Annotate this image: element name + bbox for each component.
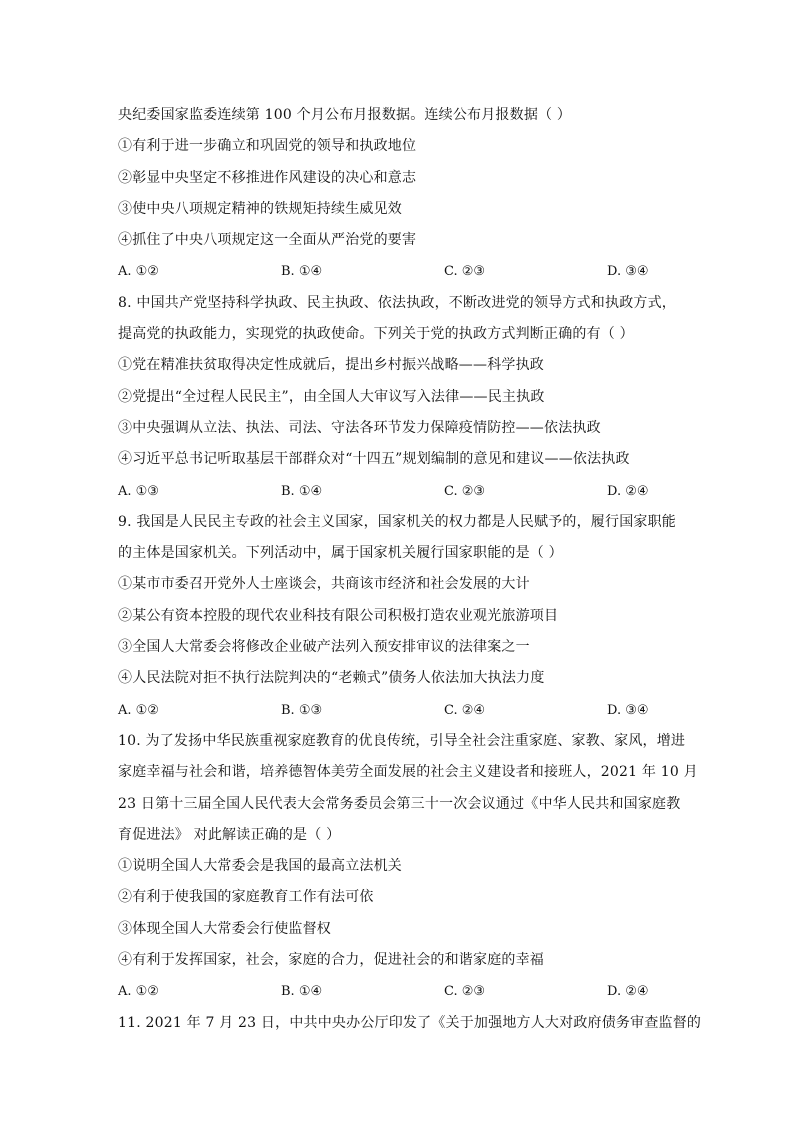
question-7 <box>118 100 678 288</box>
statement-item: ①说明全国人大常委会是我国的最高立法机关 <box>118 858 402 875</box>
question-stem-line: 10. 为了发扬中华民族重视家庭教育的优良传统，引导全社会注重家庭、家教、家风，增进 <box>118 732 686 749</box>
option-a[interactable]: A. ①② <box>118 984 159 1000</box>
option-b[interactable]: B. ①④ <box>281 264 323 280</box>
option-a[interactable]: A. ①② <box>118 702 159 718</box>
option-b[interactable]: B. ①④ <box>281 483 323 499</box>
question-11 <box>118 1008 702 1039</box>
option-d[interactable]: D. ③④ <box>607 264 649 280</box>
option-d[interactable]: D. ②④ <box>607 483 649 499</box>
statement-item: ④有利于发挥国家，社会，家庭的合力，促进社会的和谐家庭的幸福 <box>118 952 544 969</box>
statement-item: ②党提出“全过程人民民主”，由全国人大审议写入法律——民主执政 <box>118 388 545 405</box>
option-b[interactable]: B. ①③ <box>281 702 323 718</box>
answer-options <box>118 695 678 726</box>
statement-item: ②彰显中央坚定不移推进作风建设的决心和意志 <box>118 169 417 186</box>
statement-item: ②某公有资本控股的现代农业科技有限公司积极打造农业观光旅游项目 <box>118 607 559 624</box>
question-stem-line: 的主体是国家机关。下列活动中，属于国家机关履行国家职能的是（ ） <box>118 545 563 562</box>
question-stem-line: 家庭幸福与社会和谐，培养德智体美劳全面发展的社会主义建设者和接班人，2021 年 10 月 <box>118 764 698 781</box>
option-a[interactable]: A. ①② <box>118 264 159 280</box>
exam-content <box>118 100 702 1039</box>
question-stem-line: 9. 我国是人民民主专政的社会主义国家，国家机关的权力都是人民赋予的，履行国家职能 <box>118 513 677 530</box>
answer-options <box>118 256 678 287</box>
statement-item: ①党在精准扶贫取得决定性成就后，提出乡村振兴战略——科学执政 <box>118 357 544 374</box>
option-c[interactable]: C. ②③ <box>444 984 486 1000</box>
answer-options <box>118 976 678 1007</box>
statement-item: ④抓住了中央八项规定这一全面从严治党的要害 <box>118 232 417 249</box>
statement-item: ④人民法院对拒不执行法院判决的“老赖式”债务人依法加大执法力度 <box>118 670 545 687</box>
statement-item: ②有利于使我国的家庭教育工作有法可依 <box>118 889 374 906</box>
statement-item: ③体现全国人大常委会行使监督权 <box>118 920 331 937</box>
question-stem-line: 提高党的执政能力，实现党的执政使命。下列关于党的执政方式判断正确的有（ ） <box>118 326 634 343</box>
question-stem-line: 23 日第十三届全国人民代表大会常务委员会第三十一次会议通过《中华人民共和国家庭教 <box>118 795 681 812</box>
question-8 <box>118 288 678 507</box>
question-10 <box>118 726 698 1008</box>
answer-options <box>118 476 678 507</box>
option-d[interactable]: D. ②④ <box>607 984 649 1000</box>
question-stem-line: 11. 2021 年 7 月 23 日，中共中央办公厅印发了《关于加强地方人大对政府债务审查监督的 <box>118 1014 702 1031</box>
question-stem-line: 8. 中国共产党坚持科学执政、民主执政、依法执政，不断改进党的领导方式和执政方式， <box>118 294 677 311</box>
option-d[interactable]: D. ③④ <box>607 702 649 718</box>
statement-item: ③全国人大常委会将修改企业破产法列入预安排审议的法律案之一 <box>118 639 530 656</box>
option-a[interactable]: A. ①③ <box>118 483 159 499</box>
statement-item: ③中央强调从立法、执法、司法、守法各环节发力保障疫情防控——依法执政 <box>118 419 601 436</box>
question-stem-line: 央纪委国家监委连续第 100 个月公布月报数据。连续公布月报数据（ ） <box>118 107 572 123</box>
question-9 <box>118 507 678 726</box>
statement-item: ①某市市委召开党外人士座谈会，共商该市经济和社会发展的大计 <box>118 576 530 593</box>
statement-item: ④习近平总书记听取基层干部群众对“十四五”规划编制的意见和建议——依法执政 <box>118 451 630 468</box>
option-c[interactable]: C. ②③ <box>444 483 486 499</box>
statement-item: ③使中央八项规定精神的铁规矩持续生威见效 <box>118 200 402 217</box>
question-stem-line: 育促进法》 对此解读正确的是（ ） <box>118 826 341 843</box>
statement-item: ①有利于进一步确立和巩固党的领导和执政地位 <box>118 138 417 155</box>
option-b[interactable]: B. ①④ <box>281 984 323 1000</box>
option-c[interactable]: C. ②③ <box>444 264 486 280</box>
option-c[interactable]: C. ②④ <box>444 702 486 718</box>
